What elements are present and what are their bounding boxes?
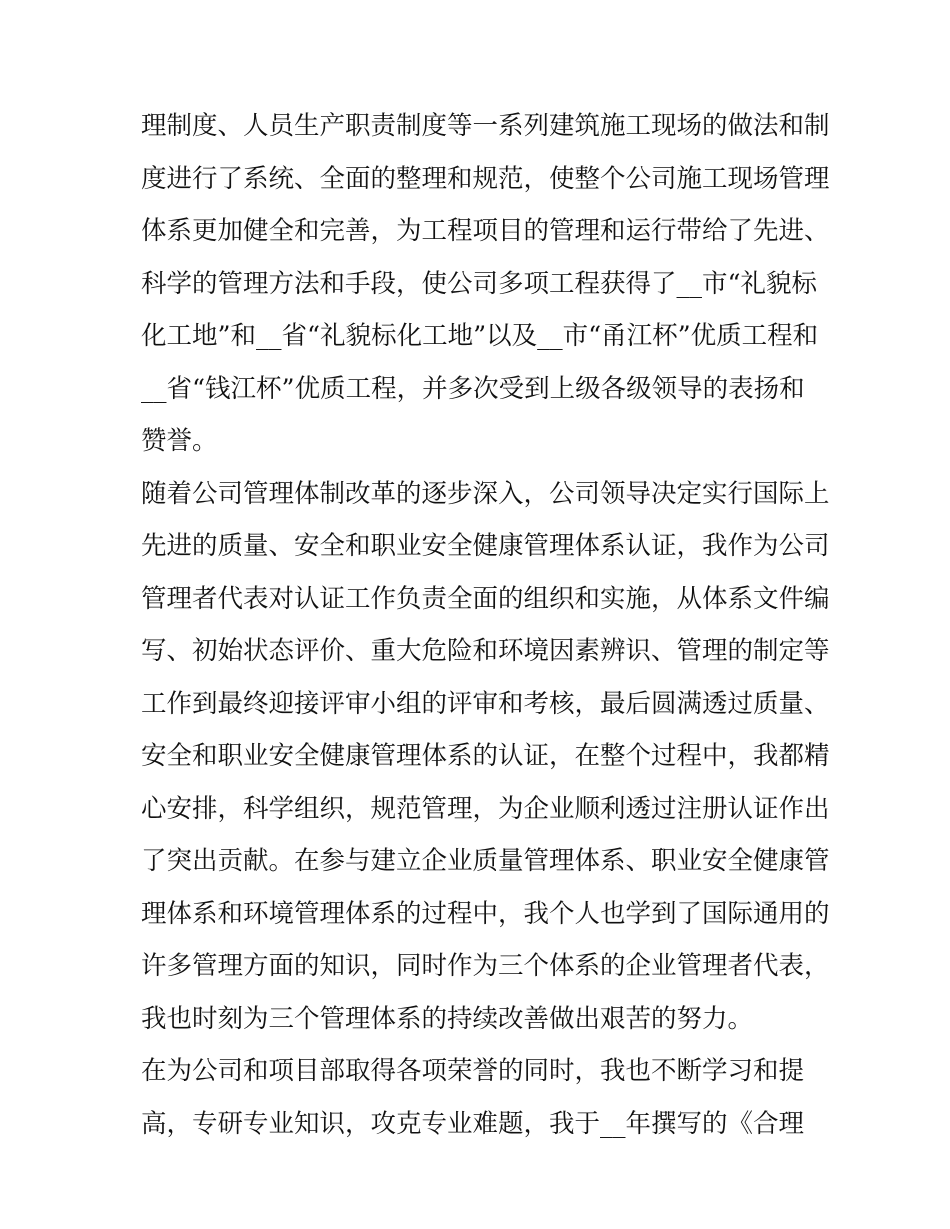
text-line: 心安排，科学组织，规范管理，为企业顺利透过注册认证作出 [141,793,830,824]
text-line: 了突出贡献。在参与建立企业质量管理体系、职业安全健康管 [141,846,830,876]
text-line: 体系更加健全和完善，为工程项目的管理和运行带给了先进、 [141,216,830,246]
text-line: 写、初始状态评价、重大危险和环境因素辨识、管理的制定等 [141,636,830,666]
text-line: 化工地”和__省“礼貌标化工地”以及__市“甬江杯”优质工程和 [141,321,819,351]
text-line: 先进的质量、安全和职业安全健康管理体系认证，我作为公司 [141,531,830,561]
text-line: 理体系和环境管理体系的过程中，我个人也学到了国际通用的 [141,898,830,929]
text-line: 度进行了系统、全面的整理和规范，使整个公司施工现场管理 [141,163,830,194]
text-line: 安全和职业安全健康管理体系的认证，在整个过程中，我都精 [141,741,830,771]
text-line: 科学的管理方法和手段，使公司多项工程获得了__市“礼貌标 [141,268,818,299]
text-line: 许多管理方面的知识，同时作为三个体系的企业管理者代表， [141,951,830,981]
document-body [141,100,830,1150]
text-line: 理制度、人员生产职责制度等一系列建筑施工现场的做法和制 [141,111,830,141]
text-line: 在为公司和项目部取得各项荣誉的同时，我也不断学习和提 [141,1056,805,1086]
text-line: 管理者代表对认证工作负责全面的组织和实施，从体系文件编 [141,583,830,614]
text-line: 工作到最终迎接评审小组的评审和考核，最后圆满透过质量、 [141,688,830,719]
text-line: 高，专研专业知识，攻克专业难题，我于__年撰写的《合理 [141,1108,805,1139]
text-line: 随着公司管理体制改革的逐步深入，公司领导决定实行国际上 [141,478,830,509]
text-line: __省“钱江杯”优质工程，并多次受到上级各级领导的表扬和 [141,373,805,404]
text-line: 我也时刻为三个管理体系的持续改善做出艰苦的努力。 [141,1003,754,1034]
text-line: 赞誉。 [141,426,218,456]
